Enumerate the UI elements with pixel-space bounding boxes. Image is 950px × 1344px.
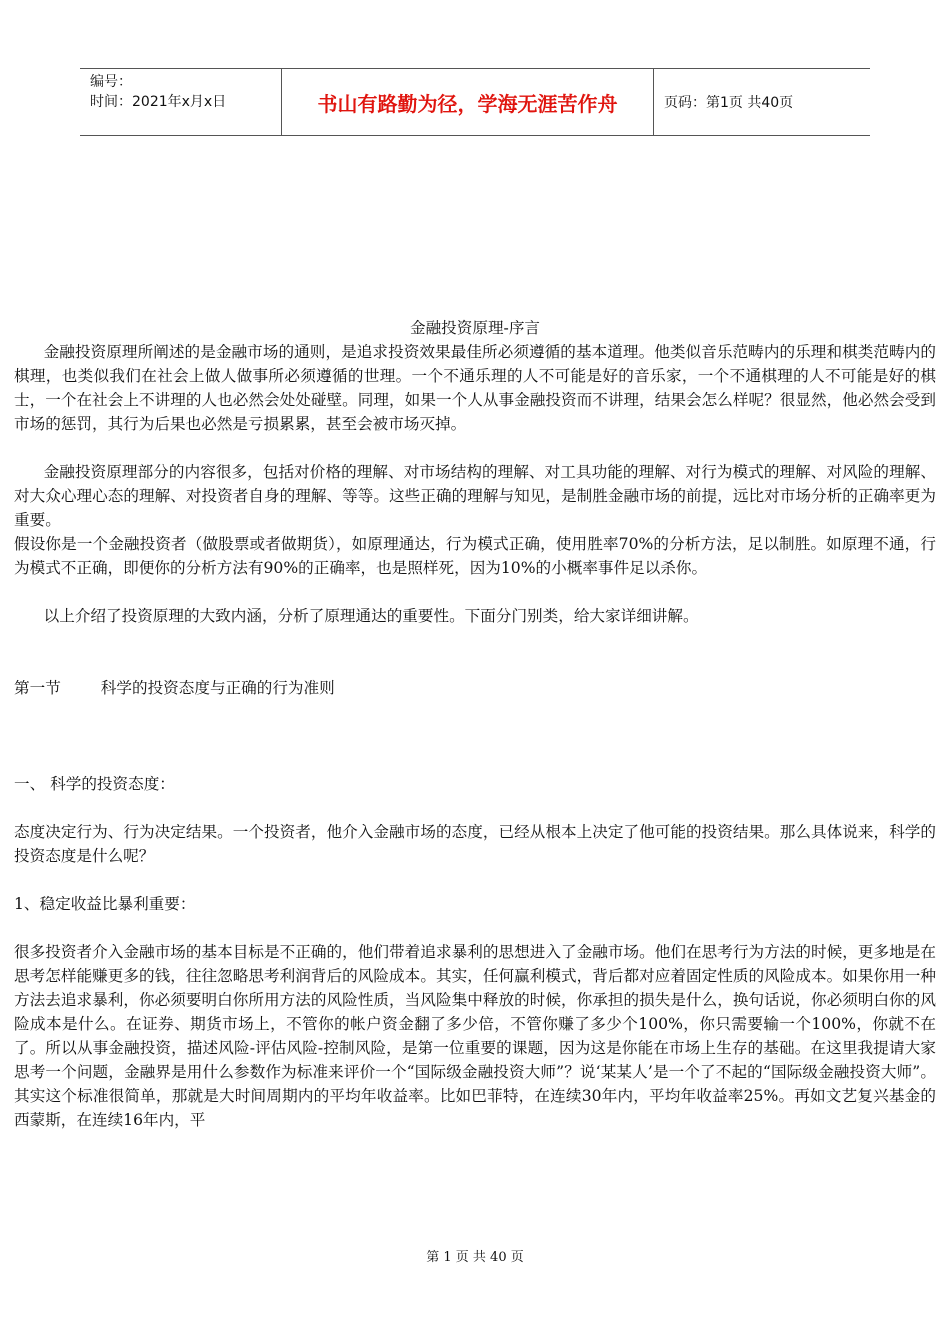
blank-line (14, 724, 936, 748)
blank-line (14, 748, 936, 772)
section-number: 第一节 (14, 679, 61, 697)
blank-line (14, 868, 936, 892)
page-footer: 第 1 页 共 40 页 (426, 1250, 524, 1265)
blank-line (14, 580, 936, 604)
header-table (80, 68, 870, 136)
paragraph-summary: 以上介绍了投资原理的大致内涵，分析了原理通达的重要性。下面分门别类，给大家详细讲解。 (43, 607, 699, 625)
header-motto-cell (282, 69, 654, 135)
motto-text: 书山有路勤为径，学海无涯苦作舟 (317, 91, 618, 116)
blank-line (14, 700, 936, 724)
paragraph-assumption: 假设你是一个金融投资者（做股票或者做期货），如原理通达，行为模式正确，使用胜率70%的分析方法，足以制胜。如原理不通，行为模式不正确，即便你的分析方法有90%的正确率，也是照样死，因为10%的小概率事件足以杀你。 (14, 535, 936, 577)
paragraph-scope: 金融投资原理部分的内容很多，包括对价格的理解、对市场结构的理解、对工具功能的理解、对行为模式的理解、对风险的理解、对大众心理心态的理解、对投资者自身的理解、等等。这些正确的理解与知见，是制胜金融市场的前提，远比对市场分析的正确率更为重要。 (14, 463, 936, 529)
blank-line (14, 652, 936, 676)
number-label: 编号： (90, 74, 132, 90)
list-item-heading: 1、稳定收益比暴利重要： (14, 895, 196, 913)
page-info: 页码：第1页 共40页 (664, 95, 794, 111)
paragraph-stable-returns: 很多投资者介入金融市场的基本目标是不正确的，他们带着追求暴利的思想进入了金融市场。他们在思考行为方法的时候，更多地是在思考怎样能赚更多的钱，往往忽略思考利润背后的风险成本。其实，任何赢利模式，背后都对应着固定性质的风险成本。如果你用一种方法去追求暴利，你必须要明白你所用方法的风险性质，当风险集中释放的时候，你承担的损失是什么，换句话说，你必须明白你的风险成本是什么。在证券、期货市场上，不管你的帐户资金翻了多少倍，不管你赚了多少个100%，你只需要输一个100%，你就不在了。所以从事金融投资，描述风险-评估风险-控制风险，是第一位重要的课题，因为这是你能在市场上生存的基础。在这里我提请大家思考一个问题，金融界是用什么参数作为标准来评价一个“国际级金融投资大师”？说‘某某人’是一个了不起的“国际级金融投资大师”。其实这个标准很简单，那就是大时间周期内的平均年收益率。比如巴菲特，在连续30年内，平均年收益率25%。再如文艺复兴基金的西蒙斯，在连续16年内，平 (14, 943, 936, 1129)
section-title: 科学的投资态度与正确的行为准则 (100, 679, 335, 697)
time-label: 时间：2021年x月x日 (90, 94, 227, 110)
blank-line (14, 796, 936, 820)
header-page-cell (654, 69, 870, 135)
sub-heading: 一、 科学的投资态度： (14, 775, 175, 793)
header-meta-cell (80, 69, 282, 135)
blank-line (14, 916, 936, 940)
paragraph-attitude: 态度决定行为、行为决定结果。一个投资者，他介入金融市场的态度，已经从根本上决定了他可能的投资结果。那么具体说来，科学的投资态度是什么呢？ (14, 823, 936, 865)
paragraph-intro: 金融投资原理所阐述的是金融市场的通则，是追求投资效果最佳所必须遵循的基本道理。他类似音乐范畴内的乐理和棋类范畴内的棋理，也类似我们在社会上做人做事所必须遵循的世理。一个不通乐理的人不可能是好的音乐家，一个不通棋理的人不可能是好的棋士，一个在社会上不讲理的人也必然会处处碰壁。同理，如果一个人从事金融投资而不讲理，结果会怎么样呢？很显然，他必然会受到市场的惩罚，其行为后果也必然是亏损累累，甚至会被市场灭掉。 (14, 343, 936, 433)
blank-line (14, 628, 936, 652)
blank-line (14, 436, 936, 460)
document-title: 金融投资原理-序言 (409, 319, 541, 337)
section-heading (14, 676, 936, 700)
document-body (14, 316, 936, 1132)
